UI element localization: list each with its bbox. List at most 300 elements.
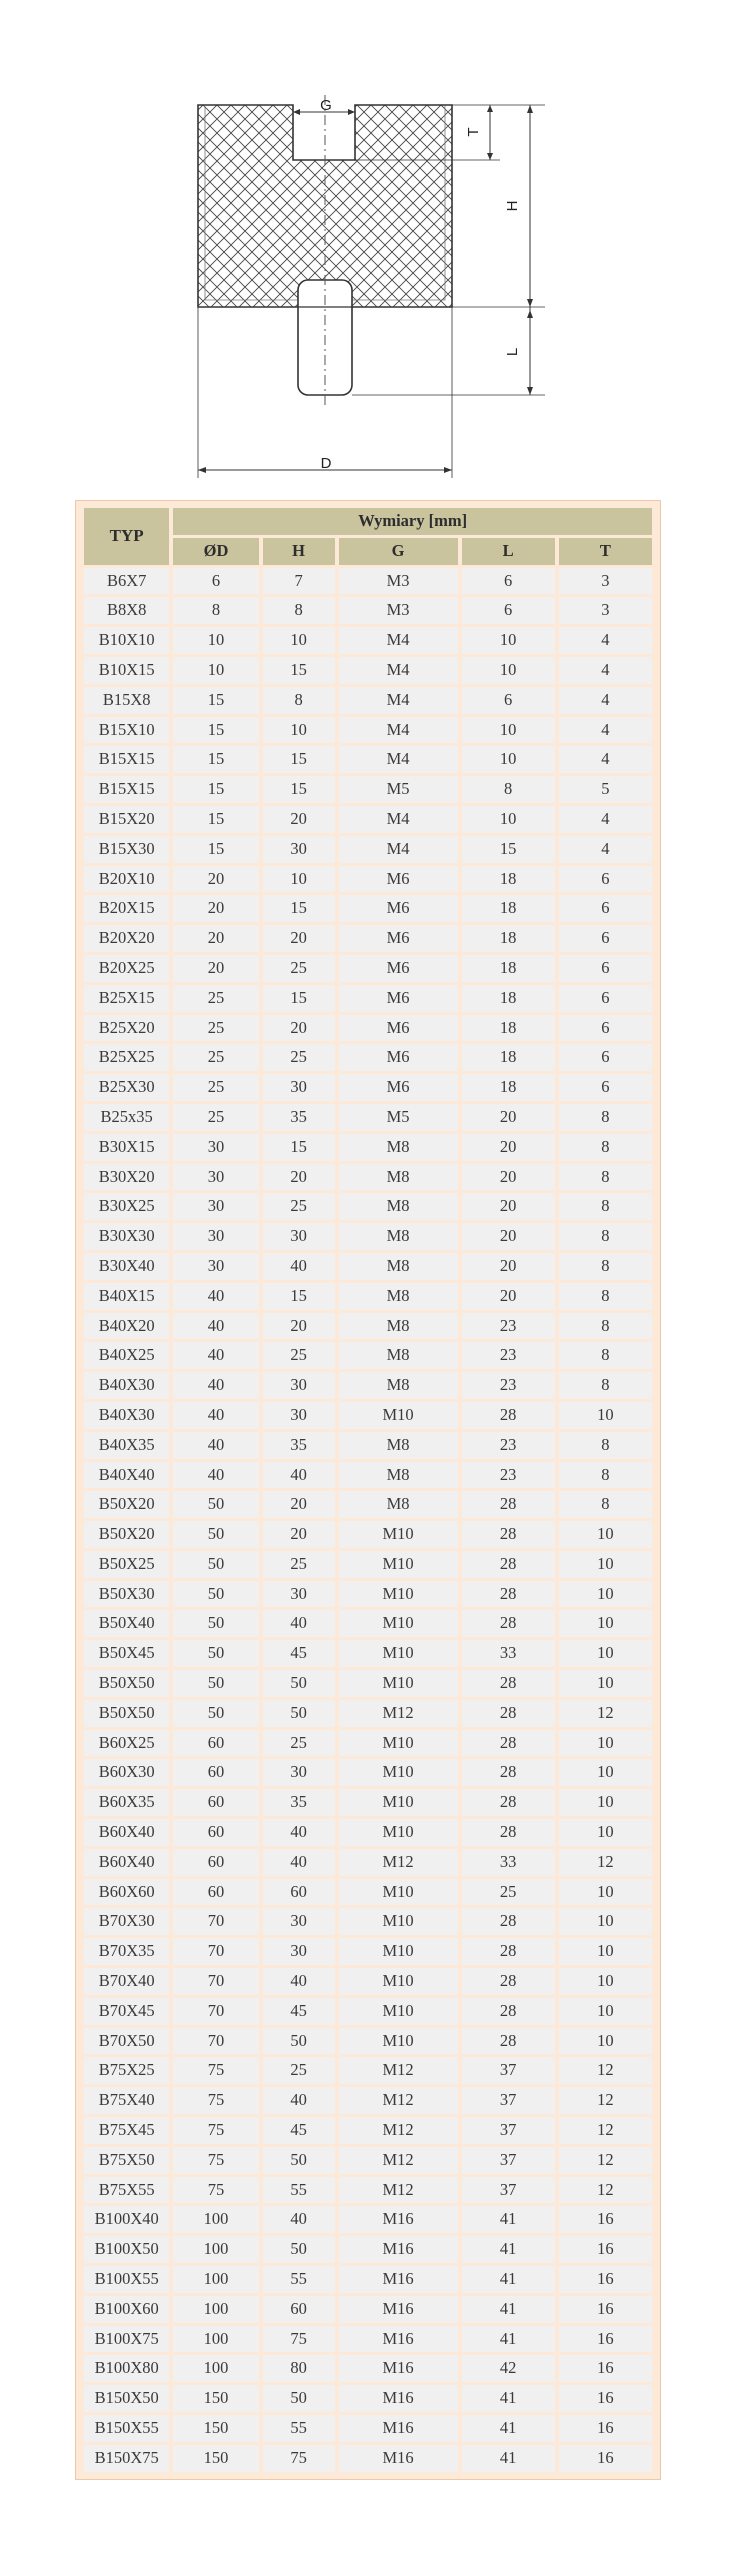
cell-typ: B50X20	[84, 1521, 169, 1548]
cell-t: 4	[559, 836, 652, 863]
cell-l: 10	[462, 746, 555, 773]
cell-h: 20	[263, 925, 335, 952]
cell-g: M10	[339, 1581, 458, 1608]
cell-t: 4	[559, 806, 652, 833]
cell-typ: B40X30	[84, 1402, 169, 1429]
cell-g: M10	[339, 1521, 458, 1548]
cell-l: 23	[462, 1432, 555, 1459]
table-row	[84, 2266, 652, 2293]
cell-t: 4	[559, 717, 652, 744]
table-row	[84, 1581, 652, 1608]
cell-od: 40	[173, 1402, 258, 1429]
cell-od: 75	[173, 2087, 258, 2114]
cell-l: 10	[462, 657, 555, 684]
cell-g: M4	[339, 746, 458, 773]
cell-typ: B100X80	[84, 2355, 169, 2382]
cell-typ: B30X40	[84, 1253, 169, 1280]
cell-g: M12	[339, 1849, 458, 1876]
cell-t: 3	[559, 568, 652, 595]
cell-g: M4	[339, 836, 458, 863]
cell-od: 8	[173, 597, 258, 624]
cell-typ: B15X15	[84, 776, 169, 803]
table-row	[84, 2415, 652, 2442]
cell-l: 28	[462, 2028, 555, 2055]
cell-l: 41	[462, 2206, 555, 2233]
cell-l: 28	[462, 1730, 555, 1757]
cell-typ: B60X30	[84, 1759, 169, 1786]
cell-l: 20	[462, 1164, 555, 1191]
header-od: ØD	[173, 538, 258, 565]
cell-g: M12	[339, 2117, 458, 2144]
cell-g: M10	[339, 1402, 458, 1429]
cell-g: M8	[339, 1432, 458, 1459]
cell-h: 15	[263, 657, 335, 684]
table-row	[84, 1372, 652, 1399]
table-row	[84, 2355, 652, 2382]
table-row	[84, 2206, 652, 2233]
rubber-mount-diagram	[0, 0, 736, 490]
cell-t: 8	[559, 1164, 652, 1191]
cell-typ: B15X10	[84, 717, 169, 744]
cell-g: M8	[339, 1342, 458, 1369]
cell-g: M8	[339, 1283, 458, 1310]
cell-typ: B50X50	[84, 1700, 169, 1727]
cell-l: 41	[462, 2296, 555, 2323]
table-row	[84, 1074, 652, 1101]
cell-od: 60	[173, 1849, 258, 1876]
cell-t: 10	[559, 1759, 652, 1786]
cell-typ: B30X20	[84, 1164, 169, 1191]
table-row	[84, 1700, 652, 1727]
cell-od: 25	[173, 1044, 258, 1071]
cell-t: 3	[559, 597, 652, 624]
cell-typ: B70X40	[84, 1968, 169, 1995]
cell-t: 6	[559, 1015, 652, 1042]
cell-t: 10	[559, 1521, 652, 1548]
cell-typ: B75X50	[84, 2147, 169, 2174]
cell-g: M8	[339, 1462, 458, 1489]
cell-typ: B100X75	[84, 2326, 169, 2353]
cell-g: M6	[339, 1044, 458, 1071]
cell-h: 20	[263, 806, 335, 833]
cell-t: 10	[559, 1730, 652, 1757]
table-row	[84, 1759, 652, 1786]
cell-g: M6	[339, 895, 458, 922]
cell-t: 6	[559, 1044, 652, 1071]
cell-od: 70	[173, 2028, 258, 2055]
cell-h: 25	[263, 2057, 335, 2084]
cell-l: 33	[462, 1640, 555, 1667]
table-row	[84, 1551, 652, 1578]
cell-l: 18	[462, 895, 555, 922]
table-row	[84, 1462, 652, 1489]
cell-od: 30	[173, 1134, 258, 1161]
cell-typ: B60X35	[84, 1789, 169, 1816]
cell-od: 70	[173, 1938, 258, 1965]
cell-g: M12	[339, 1700, 458, 1727]
cell-typ: B20X20	[84, 925, 169, 952]
dimensions-table	[80, 505, 656, 2475]
cell-l: 6	[462, 687, 555, 714]
cell-g: M6	[339, 925, 458, 952]
cell-t: 10	[559, 1402, 652, 1429]
cell-od: 50	[173, 1581, 258, 1608]
table-row	[84, 687, 652, 714]
cell-h: 50	[263, 2028, 335, 2055]
cell-typ: B40X35	[84, 1432, 169, 1459]
cell-typ: B70X35	[84, 1938, 169, 1965]
cell-g: M6	[339, 955, 458, 982]
cell-h: 15	[263, 895, 335, 922]
cell-h: 40	[263, 1462, 335, 1489]
cell-l: 6	[462, 568, 555, 595]
cell-g: M10	[339, 1730, 458, 1757]
cell-typ: B25X25	[84, 1044, 169, 1071]
cell-typ: B60X40	[84, 1849, 169, 1876]
cell-h: 60	[263, 1879, 335, 1906]
cell-typ: B100X60	[84, 2296, 169, 2323]
cell-l: 18	[462, 925, 555, 952]
cell-g: M4	[339, 657, 458, 684]
cell-t: 8	[559, 1104, 652, 1131]
cell-g: M12	[339, 2147, 458, 2174]
cell-l: 10	[462, 627, 555, 654]
table-row	[84, 1938, 652, 1965]
cell-od: 50	[173, 1670, 258, 1697]
cell-g: M16	[339, 2266, 458, 2293]
cell-h: 50	[263, 2385, 335, 2412]
cell-od: 6	[173, 568, 258, 595]
cell-t: 8	[559, 1342, 652, 1369]
cell-l: 8	[462, 776, 555, 803]
cell-typ: B15X30	[84, 836, 169, 863]
cell-od: 40	[173, 1313, 258, 1340]
cell-l: 28	[462, 1819, 555, 1846]
cell-t: 16	[559, 2385, 652, 2412]
table-row	[84, 717, 652, 744]
cell-l: 20	[462, 1104, 555, 1131]
table-row	[84, 1164, 652, 1191]
cell-g: M16	[339, 2415, 458, 2442]
header-typ: TYP	[84, 508, 169, 565]
cell-od: 25	[173, 1015, 258, 1042]
label-h: H	[504, 200, 521, 212]
cell-l: 41	[462, 2415, 555, 2442]
cell-h: 7	[263, 568, 335, 595]
cell-l: 20	[462, 1223, 555, 1250]
cell-h: 15	[263, 776, 335, 803]
table-row	[84, 1968, 652, 1995]
cell-g: M8	[339, 1223, 458, 1250]
cell-h: 20	[263, 1164, 335, 1191]
header-t: T	[559, 538, 652, 565]
cell-g: M12	[339, 2177, 458, 2204]
cell-h: 20	[263, 1521, 335, 1548]
cell-typ: B75X40	[84, 2087, 169, 2114]
cell-typ: B100X50	[84, 2236, 169, 2263]
cell-od: 20	[173, 895, 258, 922]
cell-od: 20	[173, 866, 258, 893]
table-row	[84, 866, 652, 893]
table-row	[84, 1670, 652, 1697]
cell-h: 50	[263, 1670, 335, 1697]
cell-l: 20	[462, 1253, 555, 1280]
cell-t: 4	[559, 627, 652, 654]
cell-l: 20	[462, 1134, 555, 1161]
cell-l: 37	[462, 2177, 555, 2204]
cell-g: M4	[339, 806, 458, 833]
cell-t: 16	[559, 2296, 652, 2323]
cell-t: 12	[559, 2087, 652, 2114]
cell-l: 28	[462, 1491, 555, 1518]
cell-typ: B40X20	[84, 1313, 169, 1340]
table-row	[84, 1015, 652, 1042]
cell-od: 100	[173, 2236, 258, 2263]
table-row	[84, 2087, 652, 2114]
cell-l: 37	[462, 2057, 555, 2084]
cell-t: 8	[559, 1193, 652, 1220]
cell-od: 25	[173, 985, 258, 1012]
table-row	[84, 1521, 652, 1548]
cell-t: 16	[559, 2355, 652, 2382]
cell-l: 28	[462, 1938, 555, 1965]
cell-l: 28	[462, 1908, 555, 1935]
table-row	[84, 1134, 652, 1161]
cell-t: 12	[559, 2177, 652, 2204]
table-row	[84, 2117, 652, 2144]
cell-g: M6	[339, 1074, 458, 1101]
cell-typ: B60X60	[84, 1879, 169, 1906]
cell-h: 10	[263, 866, 335, 893]
cell-typ: B75X25	[84, 2057, 169, 2084]
cell-g: M3	[339, 597, 458, 624]
table-row	[84, 627, 652, 654]
table-row	[84, 1908, 652, 1935]
cell-l: 41	[462, 2326, 555, 2353]
cell-h: 25	[263, 1342, 335, 1369]
cell-l: 41	[462, 2266, 555, 2293]
header-g: G	[339, 538, 458, 565]
cell-t: 8	[559, 1134, 652, 1161]
cell-g: M5	[339, 1104, 458, 1131]
cell-typ: B20X15	[84, 895, 169, 922]
cell-g: M8	[339, 1253, 458, 1280]
cell-g: M16	[339, 2236, 458, 2263]
cell-typ: B30X15	[84, 1134, 169, 1161]
cell-od: 75	[173, 2117, 258, 2144]
cell-l: 18	[462, 955, 555, 982]
cell-t: 10	[559, 1819, 652, 1846]
table-row	[84, 1879, 652, 1906]
cell-t: 10	[559, 1610, 652, 1637]
cell-typ: B25X30	[84, 1074, 169, 1101]
cell-l: 23	[462, 1372, 555, 1399]
cell-h: 55	[263, 2266, 335, 2293]
cell-l: 10	[462, 717, 555, 744]
table-row	[84, 746, 652, 773]
table-row	[84, 985, 652, 1012]
cell-od: 150	[173, 2445, 258, 2472]
cell-l: 33	[462, 1849, 555, 1876]
cell-od: 15	[173, 806, 258, 833]
cell-t: 16	[559, 2326, 652, 2353]
cell-typ: B75X45	[84, 2117, 169, 2144]
cell-t: 6	[559, 866, 652, 893]
cell-h: 45	[263, 2117, 335, 2144]
cell-l: 28	[462, 1759, 555, 1786]
cell-od: 40	[173, 1283, 258, 1310]
cell-l: 28	[462, 1402, 555, 1429]
cell-od: 15	[173, 746, 258, 773]
cell-t: 10	[559, 1551, 652, 1578]
cell-od: 40	[173, 1432, 258, 1459]
cell-od: 60	[173, 1789, 258, 1816]
table-row	[84, 1640, 652, 1667]
cell-t: 16	[559, 2266, 652, 2293]
cell-od: 70	[173, 1908, 258, 1935]
cell-l: 20	[462, 1193, 555, 1220]
cell-t: 12	[559, 1849, 652, 1876]
table-row	[84, 1313, 652, 1340]
cell-h: 50	[263, 2147, 335, 2174]
table-row	[84, 597, 652, 624]
cell-t: 6	[559, 985, 652, 1012]
cell-g: M16	[339, 2385, 458, 2412]
table-row	[84, 1193, 652, 1220]
cell-t: 12	[559, 1700, 652, 1727]
cell-od: 15	[173, 687, 258, 714]
cell-g: M16	[339, 2206, 458, 2233]
cell-h: 75	[263, 2326, 335, 2353]
table-row	[84, 1432, 652, 1459]
cell-g: M8	[339, 1491, 458, 1518]
cell-l: 28	[462, 1610, 555, 1637]
table-row	[84, 657, 652, 684]
header-h: H	[263, 538, 335, 565]
cell-t: 8	[559, 1283, 652, 1310]
cell-l: 28	[462, 1700, 555, 1727]
cell-t: 6	[559, 955, 652, 982]
cell-g: M8	[339, 1313, 458, 1340]
cell-typ: B60X40	[84, 1819, 169, 1846]
cell-g: M4	[339, 627, 458, 654]
cell-h: 55	[263, 2177, 335, 2204]
cell-h: 40	[263, 2206, 335, 2233]
cell-h: 50	[263, 2236, 335, 2263]
cell-od: 75	[173, 2177, 258, 2204]
table-row	[84, 836, 652, 863]
cell-l: 37	[462, 2117, 555, 2144]
cell-l: 23	[462, 1462, 555, 1489]
cell-od: 100	[173, 2296, 258, 2323]
cell-l: 18	[462, 866, 555, 893]
table-row	[84, 1491, 652, 1518]
cell-t: 10	[559, 2028, 652, 2055]
cell-typ: B50X25	[84, 1551, 169, 1578]
cell-od: 60	[173, 1759, 258, 1786]
cell-t: 5	[559, 776, 652, 803]
cell-typ: B40X30	[84, 1372, 169, 1399]
cell-g: M16	[339, 2445, 458, 2472]
cell-t: 4	[559, 687, 652, 714]
cell-g: M10	[339, 1789, 458, 1816]
cell-typ: B15X20	[84, 806, 169, 833]
table-row	[84, 955, 652, 982]
cell-t: 6	[559, 895, 652, 922]
cell-od: 30	[173, 1223, 258, 1250]
cell-od: 50	[173, 1491, 258, 1518]
cell-od: 75	[173, 2147, 258, 2174]
table-row	[84, 1819, 652, 1846]
table-row	[84, 895, 652, 922]
cell-h: 30	[263, 1938, 335, 1965]
cell-h: 50	[263, 1700, 335, 1727]
table-row	[84, 1610, 652, 1637]
cell-typ: B25x35	[84, 1104, 169, 1131]
cell-typ: B40X40	[84, 1462, 169, 1489]
cell-h: 30	[263, 1581, 335, 1608]
cell-g: M10	[339, 1610, 458, 1637]
table-row	[84, 2177, 652, 2204]
cell-typ: B50X40	[84, 1610, 169, 1637]
cell-od: 60	[173, 1879, 258, 1906]
cell-od: 25	[173, 1074, 258, 1101]
cell-od: 40	[173, 1342, 258, 1369]
cell-h: 20	[263, 1015, 335, 1042]
cell-g: M10	[339, 1551, 458, 1578]
cell-l: 28	[462, 1581, 555, 1608]
cell-od: 70	[173, 1998, 258, 2025]
cell-od: 30	[173, 1253, 258, 1280]
cell-g: M10	[339, 1819, 458, 1846]
table-row	[84, 806, 652, 833]
cell-h: 40	[263, 1968, 335, 1995]
cell-typ: B10X10	[84, 627, 169, 654]
table-row	[84, 1283, 652, 1310]
cell-g: M8	[339, 1372, 458, 1399]
table-row	[84, 2236, 652, 2263]
cell-h: 40	[263, 1849, 335, 1876]
cell-l: 23	[462, 1313, 555, 1340]
cell-h: 25	[263, 1193, 335, 1220]
cell-typ: B50X20	[84, 1491, 169, 1518]
cell-l: 18	[462, 1074, 555, 1101]
cell-h: 30	[263, 1074, 335, 1101]
cell-g: M6	[339, 1015, 458, 1042]
cell-l: 28	[462, 1968, 555, 1995]
cell-t: 12	[559, 2057, 652, 2084]
cell-od: 60	[173, 1819, 258, 1846]
cell-t: 4	[559, 746, 652, 773]
table-row	[84, 1253, 652, 1280]
cell-h: 40	[263, 2087, 335, 2114]
cell-g: M10	[339, 1670, 458, 1697]
cell-t: 8	[559, 1491, 652, 1518]
cell-h: 25	[263, 955, 335, 982]
cell-typ: B150X75	[84, 2445, 169, 2472]
cell-h: 10	[263, 627, 335, 654]
cell-t: 10	[559, 1968, 652, 1995]
cell-typ: B8X8	[84, 597, 169, 624]
cell-h: 35	[263, 1104, 335, 1131]
cell-l: 41	[462, 2445, 555, 2472]
cell-h: 15	[263, 746, 335, 773]
header-l: L	[462, 538, 555, 565]
header-wymiary: Wymiary [mm]	[173, 508, 652, 535]
cell-l: 41	[462, 2236, 555, 2263]
cell-g: M16	[339, 2326, 458, 2353]
cell-h: 45	[263, 1998, 335, 2025]
